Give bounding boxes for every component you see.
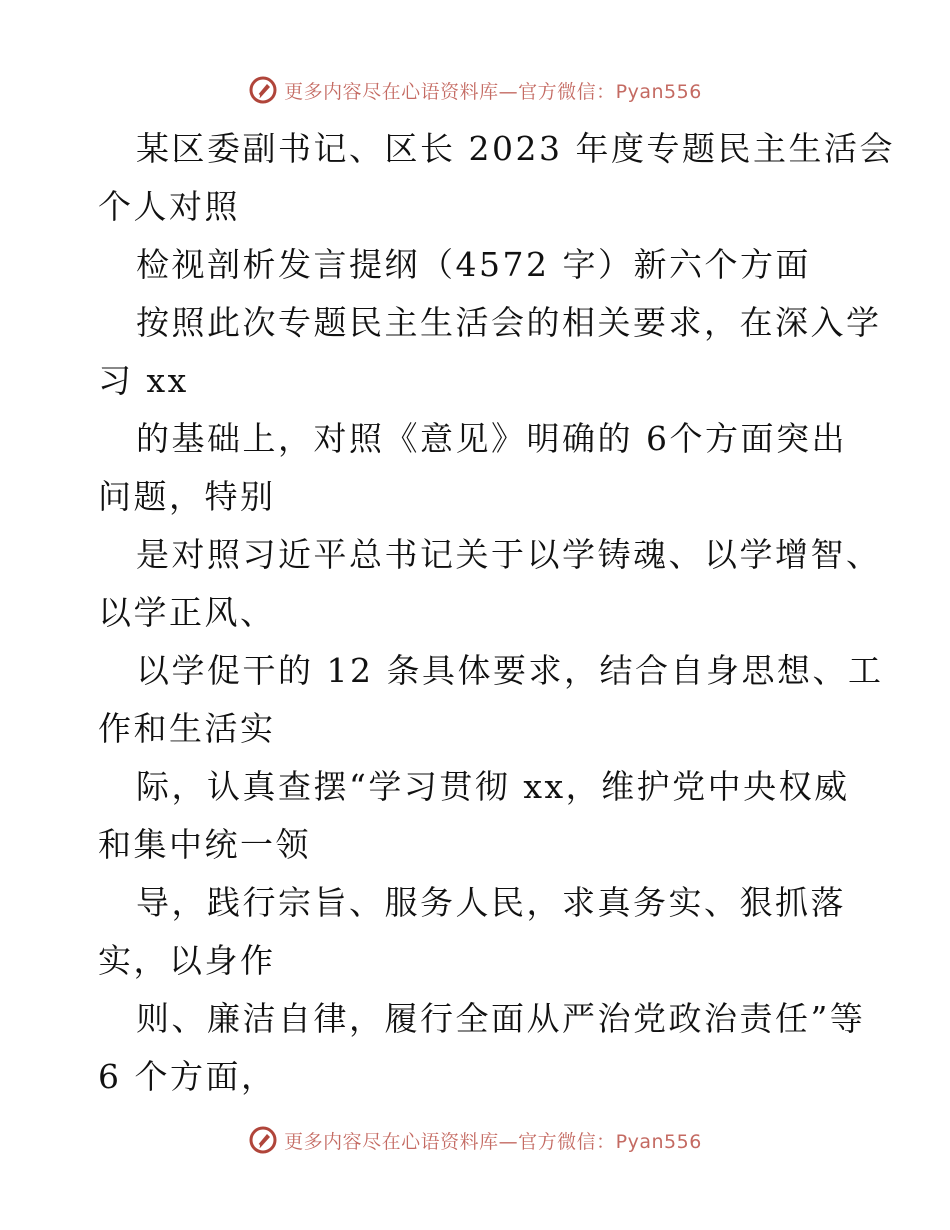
document-body — [98, 120, 895, 1106]
text-line: 则、廉洁自律，履行全面从严治党政治责任”等 — [136, 999, 866, 1038]
text-line: 作和生活实 — [98, 709, 276, 748]
text-line: 6 个方面， — [98, 1057, 277, 1096]
text-line: 习 xx — [98, 361, 189, 400]
text-line: 导，践行宗旨、服务人民，求真务实、狠抓落 — [136, 883, 846, 922]
text-line: 的基础上，对照《意见》明确的 6个方面突出 — [136, 419, 847, 458]
header-watermark — [0, 70, 950, 110]
footer-watermark — [0, 1120, 950, 1160]
text-line: 某区委副书记、区长 2023 年度专题民主生活会 — [136, 129, 895, 168]
text-line: 以学正风、 — [98, 593, 276, 632]
text-line: 际，认真查摆“学习贯彻 xx，维护党中央权威 — [136, 767, 850, 806]
text-line: 按照此次专题民主生活会的相关要求，在深入学 — [136, 303, 882, 342]
text-line: 个人对照 — [98, 187, 240, 226]
text-line: 和集中统一领 — [98, 825, 311, 864]
text-line: 问题，特别 — [98, 477, 276, 516]
text-line: 以学促干的 12 条具体要求，结合自身思想、工 — [136, 651, 884, 690]
pen-logo-icon — [248, 1125, 278, 1155]
text-line: 实，以身作 — [98, 941, 276, 980]
watermark-text: 更多内容尽在心语资料库—官方微信：Pyan556 — [284, 80, 702, 103]
text-line: 是对照习近平总书记关于以学铸魂、以学增智、 — [136, 535, 882, 574]
text-line: 检视剖析发言提纲（4572 字）新六个方面 — [136, 245, 811, 284]
watermark-text: 更多内容尽在心语资料库—官方微信：Pyan556 — [284, 1130, 702, 1153]
pen-logo-icon — [248, 75, 278, 105]
